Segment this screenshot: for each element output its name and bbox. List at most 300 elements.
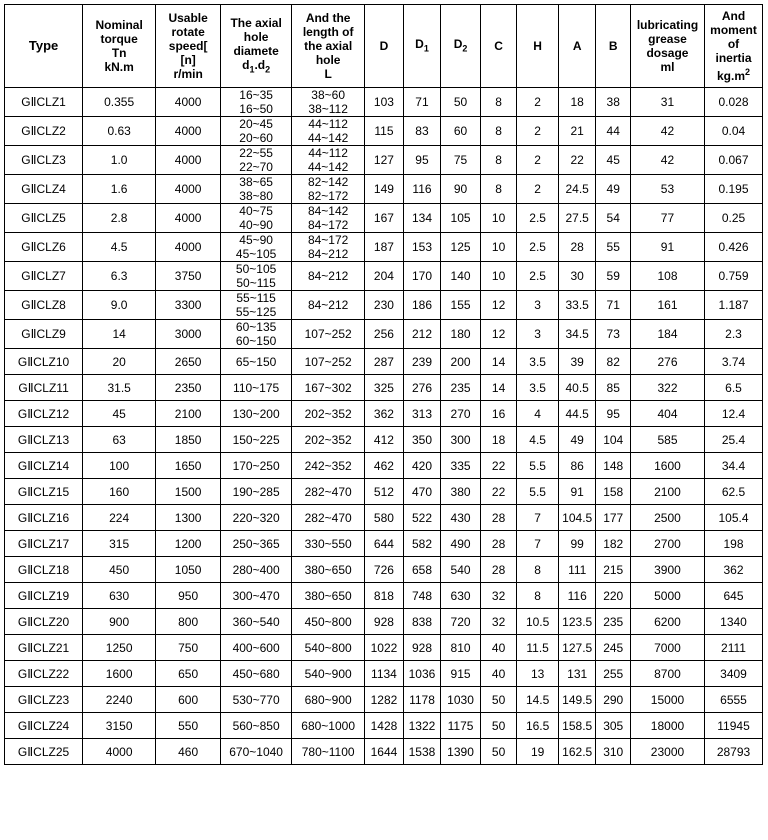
table-row bbox=[5, 453, 763, 479]
cell-value: 182 bbox=[603, 536, 624, 551]
cell-H bbox=[517, 583, 559, 609]
cell-value: 18000 bbox=[650, 718, 685, 733]
cell-d bbox=[221, 88, 292, 117]
cell-value: 6555 bbox=[720, 692, 747, 707]
cell-value: 280~400 bbox=[232, 562, 280, 577]
cell-D2 bbox=[441, 453, 481, 479]
cell-value: 31 bbox=[660, 95, 675, 109]
cell-value: 550 bbox=[178, 718, 199, 733]
cell-torque bbox=[83, 427, 156, 453]
cell-value: 1036 bbox=[408, 666, 436, 681]
cell-A bbox=[558, 175, 596, 204]
cell-value: 190~285 bbox=[232, 484, 280, 499]
cell-speed bbox=[156, 531, 221, 557]
cell-speed bbox=[156, 233, 221, 262]
cell-A bbox=[558, 117, 596, 146]
cell-type bbox=[5, 427, 83, 453]
cell-inertia bbox=[705, 583, 763, 609]
cell-type bbox=[5, 375, 83, 401]
cell-value: 915 bbox=[450, 666, 471, 681]
column-header-line: [n] bbox=[180, 53, 196, 67]
cell-value: 276 bbox=[411, 380, 432, 395]
column-header-line: inertia bbox=[715, 51, 752, 65]
cell-type bbox=[5, 687, 83, 713]
cell-value: 380~650 bbox=[304, 588, 352, 603]
cell-torque bbox=[83, 401, 156, 427]
cell-value: 14 bbox=[491, 380, 506, 395]
cell-value: 50 bbox=[491, 744, 506, 759]
coupling-spec-table bbox=[4, 4, 763, 765]
cell-B bbox=[596, 531, 631, 557]
cell-H bbox=[517, 739, 559, 765]
cell-D bbox=[365, 609, 404, 635]
cell-D bbox=[365, 401, 404, 427]
cell-value: 3750 bbox=[174, 269, 202, 283]
cell-value: 0.426 bbox=[718, 240, 749, 254]
cell-torque bbox=[83, 204, 156, 233]
table-header bbox=[5, 5, 763, 88]
cell-value: 16.5 bbox=[525, 718, 550, 733]
cell-C bbox=[480, 609, 517, 635]
cell-d bbox=[221, 687, 292, 713]
cell-value: 1644 bbox=[370, 744, 398, 759]
cell-D bbox=[365, 175, 404, 204]
table-row bbox=[5, 320, 763, 349]
cell-type bbox=[5, 291, 83, 320]
cell-grease bbox=[630, 88, 704, 117]
cell-value: 30 bbox=[570, 269, 584, 283]
cell-grease bbox=[630, 479, 704, 505]
cell-value: 1134 bbox=[371, 666, 397, 681]
cell-A bbox=[558, 233, 596, 262]
cell-D1 bbox=[403, 583, 441, 609]
cell-value: 60~150 bbox=[235, 334, 277, 348]
cell-value: 11945 bbox=[717, 718, 750, 733]
cell-value: 4000 bbox=[174, 153, 202, 167]
cell-value: 9.0 bbox=[110, 298, 128, 312]
cell-value: 1050 bbox=[174, 562, 202, 577]
table-row bbox=[5, 531, 763, 557]
cell-torque bbox=[83, 262, 156, 291]
cell-B bbox=[596, 320, 631, 349]
cell-D1 bbox=[403, 713, 441, 739]
cell-value: 40 bbox=[491, 666, 506, 681]
cell-value: 115 bbox=[374, 124, 394, 138]
cell-H bbox=[517, 557, 559, 583]
cell-value: 125 bbox=[450, 240, 471, 254]
cell-l bbox=[292, 146, 365, 175]
cell-B bbox=[596, 635, 631, 661]
cell-value: 215 bbox=[603, 562, 624, 577]
column-header-line: H bbox=[533, 39, 542, 53]
cell-value: 3 bbox=[534, 298, 541, 312]
cell-value: 235 bbox=[603, 614, 624, 629]
cell-C bbox=[480, 401, 517, 427]
cell-value: 0.355 bbox=[104, 95, 135, 109]
cell-value: GⅡCLZ11 bbox=[18, 380, 69, 395]
cell-value: 522 bbox=[411, 510, 432, 525]
table-row bbox=[5, 609, 763, 635]
cell-value: 75 bbox=[453, 153, 468, 167]
cell-D bbox=[365, 88, 404, 117]
cell-D1 bbox=[403, 401, 441, 427]
cell-grease bbox=[630, 262, 704, 291]
cell-l bbox=[292, 401, 365, 427]
cell-torque bbox=[83, 713, 156, 739]
table-row bbox=[5, 349, 763, 375]
cell-value: 38~65 bbox=[239, 175, 273, 189]
cell-value: GⅡCLZ7 bbox=[21, 269, 66, 283]
cell-value: 107~252 bbox=[304, 354, 352, 369]
cell-value: 63 bbox=[112, 432, 126, 447]
cell-l bbox=[292, 427, 365, 453]
column-header bbox=[596, 5, 631, 88]
cell-B bbox=[596, 453, 631, 479]
cell-value: 170 bbox=[411, 269, 432, 283]
column-header-line: D bbox=[379, 39, 389, 53]
cell-value: 62.5 bbox=[721, 484, 746, 499]
cell-D bbox=[365, 453, 404, 479]
column-header bbox=[558, 5, 596, 88]
column-header-line: $d_1.d_2$ bbox=[242, 57, 271, 75]
cell-C bbox=[480, 375, 517, 401]
cell-value: 16 bbox=[491, 406, 506, 421]
cell-D1 bbox=[403, 531, 441, 557]
cell-value: 928 bbox=[411, 640, 432, 655]
cell-value: 202~352 bbox=[304, 406, 352, 421]
cell-value: 55 bbox=[606, 240, 620, 254]
cell-grease bbox=[630, 427, 704, 453]
cell-D1 bbox=[403, 609, 441, 635]
cell-B bbox=[596, 505, 631, 531]
cell-value: 580 bbox=[373, 510, 394, 525]
cell-value: 680~900 bbox=[304, 692, 352, 707]
cell-value: 148 bbox=[603, 458, 624, 473]
cell-value: GⅡCLZ24 bbox=[17, 718, 70, 733]
cell-value: GⅡCLZ20 bbox=[17, 614, 70, 629]
cell-C bbox=[480, 88, 517, 117]
cell-value: 86 bbox=[570, 458, 584, 473]
cell-H bbox=[517, 635, 559, 661]
cell-value: 2.5 bbox=[529, 240, 546, 254]
cell-D2 bbox=[441, 531, 481, 557]
cell-value: 450~800 bbox=[304, 614, 352, 629]
cell-value: GⅡCLZ14 bbox=[17, 458, 70, 473]
cell-C bbox=[480, 233, 517, 262]
cell-value: 22 bbox=[491, 484, 506, 499]
cell-value: 430 bbox=[450, 510, 471, 525]
cell-D bbox=[365, 713, 404, 739]
cell-A bbox=[558, 479, 596, 505]
cell-value: 450 bbox=[109, 562, 130, 577]
cell-d bbox=[221, 349, 292, 375]
cell-value: 1650 bbox=[174, 458, 202, 473]
cell-A bbox=[558, 453, 596, 479]
cell-value: 255 bbox=[603, 666, 624, 681]
cell-value: 2100 bbox=[654, 484, 681, 499]
cell-value: 40 bbox=[491, 640, 506, 655]
cell-value: 582 bbox=[411, 536, 432, 551]
cell-A bbox=[558, 375, 596, 401]
cell-value: GⅡCLZ4 bbox=[21, 182, 66, 196]
cell-d bbox=[221, 635, 292, 661]
cell-l bbox=[292, 204, 365, 233]
cell-value: 123.5 bbox=[562, 614, 593, 629]
cell-value: 2 bbox=[534, 182, 541, 196]
cell-value: 250~365 bbox=[232, 536, 280, 551]
cell-value: 305 bbox=[603, 718, 624, 733]
cell-value: 245 bbox=[603, 640, 624, 655]
cell-type bbox=[5, 88, 83, 117]
cell-value: 2.5 bbox=[529, 269, 546, 283]
cell-value: 0.067 bbox=[718, 153, 749, 167]
cell-type bbox=[5, 233, 83, 262]
cell-A bbox=[558, 583, 596, 609]
table-row bbox=[5, 233, 763, 262]
cell-d bbox=[221, 401, 292, 427]
cell-value: GⅡCLZ23 bbox=[17, 692, 70, 707]
cell-torque bbox=[83, 661, 156, 687]
cell-D1 bbox=[403, 375, 441, 401]
cell-value: 1428 bbox=[370, 718, 398, 733]
cell-value: 380~650 bbox=[304, 562, 352, 577]
column-header-line: of bbox=[727, 37, 740, 51]
cell-D bbox=[365, 583, 404, 609]
cell-value: 1030 bbox=[447, 692, 474, 707]
cell-value: 32 bbox=[491, 614, 506, 629]
cell-value: 242~352 bbox=[304, 458, 352, 473]
cell-C bbox=[480, 117, 517, 146]
cell-value: 4000 bbox=[174, 182, 202, 196]
cell-value: 54 bbox=[606, 211, 620, 225]
cell-value: 16~50 bbox=[239, 102, 273, 116]
cell-C bbox=[480, 320, 517, 349]
cell-value: 0.759 bbox=[718, 269, 749, 283]
cell-value: 5.5 bbox=[529, 458, 546, 473]
cell-value: 4 bbox=[534, 406, 541, 421]
cell-value: 8700 bbox=[654, 666, 681, 681]
cell-value: 560~850 bbox=[232, 718, 280, 733]
cell-value: 838 bbox=[411, 614, 432, 629]
cell-grease bbox=[630, 291, 704, 320]
cell-value: 158 bbox=[603, 484, 624, 499]
cell-l bbox=[292, 687, 365, 713]
table-row bbox=[5, 291, 763, 320]
cell-value: 3.5 bbox=[529, 354, 546, 369]
cell-d bbox=[221, 117, 292, 146]
cell-B bbox=[596, 479, 631, 505]
cell-D bbox=[365, 505, 404, 531]
column-header-line: moment bbox=[710, 23, 757, 37]
column-header-line: dosage bbox=[646, 46, 689, 60]
cell-value: 310 bbox=[603, 744, 624, 759]
cell-B bbox=[596, 375, 631, 401]
cell-value: 49 bbox=[570, 432, 584, 447]
table-row bbox=[5, 146, 763, 175]
cell-value: 49 bbox=[606, 182, 620, 196]
cell-D bbox=[365, 739, 404, 765]
cell-value: GⅡCLZ5 bbox=[21, 211, 66, 225]
cell-value: 38 bbox=[606, 95, 620, 109]
cell-value: 1.6 bbox=[110, 182, 128, 196]
cell-value: 162.5 bbox=[562, 744, 593, 759]
cell-grease bbox=[630, 375, 704, 401]
cell-value: 460 bbox=[178, 744, 199, 759]
cell-value: 18 bbox=[570, 95, 584, 109]
cell-value: 180 bbox=[450, 327, 471, 341]
cell-H bbox=[517, 661, 559, 687]
cell-value: 220~320 bbox=[232, 510, 280, 525]
cell-D2 bbox=[441, 262, 481, 291]
cell-value: 2500 bbox=[654, 510, 681, 525]
cell-value: 84~172 bbox=[307, 218, 349, 232]
table-row bbox=[5, 204, 763, 233]
column-header bbox=[221, 5, 292, 88]
cell-type bbox=[5, 320, 83, 349]
cell-value: 28 bbox=[570, 240, 584, 254]
cell-H bbox=[517, 505, 559, 531]
table-row bbox=[5, 687, 763, 713]
cell-D1 bbox=[403, 479, 441, 505]
table-row bbox=[5, 401, 763, 427]
cell-value: GⅡCLZ2 bbox=[21, 124, 66, 138]
cell-d bbox=[221, 739, 292, 765]
column-header-line: And the bbox=[305, 11, 351, 25]
cell-value: 45 bbox=[112, 406, 126, 421]
cell-speed bbox=[156, 204, 221, 233]
column-header-line: torque bbox=[100, 32, 138, 46]
cell-l bbox=[292, 175, 365, 204]
cell-value: 44~142 bbox=[307, 160, 349, 174]
cell-speed bbox=[156, 687, 221, 713]
cell-value: 670~1040 bbox=[229, 744, 283, 759]
cell-D bbox=[365, 262, 404, 291]
cell-A bbox=[558, 739, 596, 765]
cell-value: 14 bbox=[491, 354, 506, 369]
cell-H bbox=[517, 713, 559, 739]
cell-value: 19 bbox=[530, 744, 545, 759]
cell-D bbox=[365, 557, 404, 583]
cell-value: 160 bbox=[109, 484, 130, 499]
cell-D bbox=[365, 427, 404, 453]
cell-value: 60~135 bbox=[235, 320, 277, 334]
cell-B bbox=[596, 401, 631, 427]
cell-inertia bbox=[705, 453, 763, 479]
cell-value: 24.5 bbox=[565, 182, 589, 196]
cell-C bbox=[480, 291, 517, 320]
cell-d bbox=[221, 375, 292, 401]
cell-d bbox=[221, 146, 292, 175]
column-header bbox=[517, 5, 559, 88]
cell-value: GⅡCLZ17 bbox=[17, 536, 70, 551]
cell-B bbox=[596, 583, 631, 609]
cell-d bbox=[221, 427, 292, 453]
cell-value: 23000 bbox=[650, 744, 685, 759]
cell-value: 82~142 bbox=[307, 175, 349, 189]
cell-inertia bbox=[705, 713, 763, 739]
cell-value: 540~900 bbox=[304, 666, 352, 681]
cell-inertia bbox=[705, 320, 763, 349]
cell-value: 315 bbox=[109, 536, 130, 551]
cell-value: 127.5 bbox=[562, 640, 593, 655]
cell-grease bbox=[630, 233, 704, 262]
cell-value: 1322 bbox=[408, 718, 436, 733]
cell-D2 bbox=[441, 609, 481, 635]
cell-speed bbox=[156, 349, 221, 375]
cell-value: 104.5 bbox=[562, 510, 593, 525]
cell-B bbox=[596, 557, 631, 583]
cell-value: 3900 bbox=[654, 562, 681, 577]
cell-l bbox=[292, 583, 365, 609]
cell-D bbox=[365, 204, 404, 233]
cell-value: 28793 bbox=[716, 744, 751, 759]
cell-inertia bbox=[705, 117, 763, 146]
cell-D2 bbox=[441, 713, 481, 739]
cell-D1 bbox=[403, 557, 441, 583]
cell-value: 1250 bbox=[105, 640, 133, 655]
cell-value: 6.5 bbox=[725, 380, 742, 395]
cell-l bbox=[292, 349, 365, 375]
cell-torque bbox=[83, 479, 156, 505]
cell-d bbox=[221, 204, 292, 233]
cell-value: 200 bbox=[450, 354, 471, 369]
cell-value: 404 bbox=[657, 406, 678, 421]
cell-D1 bbox=[403, 505, 441, 531]
cell-value: 2650 bbox=[174, 354, 202, 369]
cell-D1 bbox=[403, 175, 441, 204]
cell-value: 239 bbox=[411, 354, 432, 369]
cell-value: 2.3 bbox=[725, 327, 742, 341]
column-header-line: Usable bbox=[168, 11, 208, 25]
cell-value: 3.74 bbox=[721, 354, 746, 369]
table-row bbox=[5, 505, 763, 531]
cell-D2 bbox=[441, 479, 481, 505]
cell-value: 95 bbox=[606, 406, 620, 421]
cell-grease bbox=[630, 531, 704, 557]
cell-l bbox=[292, 531, 365, 557]
cell-D bbox=[365, 375, 404, 401]
cell-torque bbox=[83, 635, 156, 661]
cell-D bbox=[365, 117, 404, 146]
cell-value: 167~302 bbox=[304, 380, 352, 395]
cell-value: 645 bbox=[723, 588, 744, 603]
cell-D2 bbox=[441, 401, 481, 427]
cell-grease bbox=[630, 713, 704, 739]
cell-C bbox=[480, 713, 517, 739]
column-header bbox=[156, 5, 221, 88]
cell-A bbox=[558, 713, 596, 739]
cell-torque bbox=[83, 531, 156, 557]
cell-torque bbox=[83, 557, 156, 583]
cell-value: 0.195 bbox=[718, 182, 749, 196]
cell-value: 50~115 bbox=[236, 276, 276, 290]
cell-speed bbox=[156, 713, 221, 739]
column-header-line: speed[ bbox=[168, 39, 208, 53]
cell-value: GⅡCLZ25 bbox=[17, 744, 70, 759]
cell-d bbox=[221, 609, 292, 635]
cell-value: 4000 bbox=[105, 744, 133, 759]
cell-D2 bbox=[441, 117, 481, 146]
cell-value: 1175 bbox=[447, 718, 474, 733]
cell-D2 bbox=[441, 204, 481, 233]
column-header-line: Tn bbox=[111, 46, 127, 60]
cell-H bbox=[517, 375, 559, 401]
cell-value: 50~105 bbox=[235, 262, 277, 276]
cell-d bbox=[221, 233, 292, 262]
column-header-line: Nominal bbox=[95, 18, 143, 32]
cell-speed bbox=[156, 635, 221, 661]
cell-inertia bbox=[705, 609, 763, 635]
